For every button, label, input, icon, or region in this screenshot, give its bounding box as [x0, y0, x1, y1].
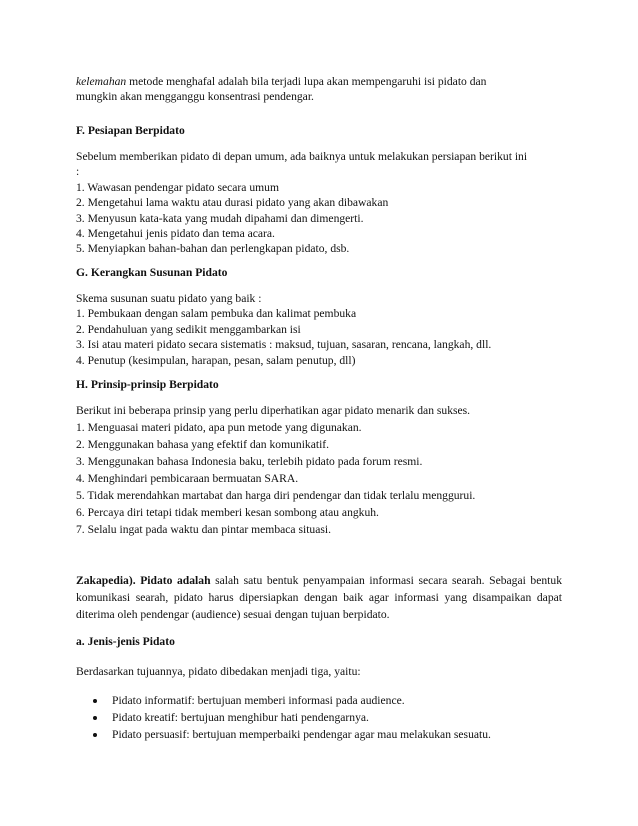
bullet-text: Pidato kreatif: bertujuan menghibur hati pendengarnya. [112, 711, 369, 725]
intro-paragraph [76, 74, 562, 105]
list-item: 4. Mengetahui jenis pidato dan tema acara. [76, 227, 275, 241]
bullet-text: Pidato informatif: bertujuan memberi informasi pada audience. [112, 694, 405, 707]
list-item: 1. Pembukaan dengan salam pembuka dan kalimat pembuka [76, 307, 357, 321]
list-item: 1. Wawasan pendengar pidato secara umum [76, 180, 279, 194]
list-item: 4. Menghindari pembicaraan bermuatan SARA. [76, 472, 299, 485]
list-item: 6. Percaya diri tetapi tidak memberi kesan sombong atau angkuh. [76, 506, 379, 519]
list-item: 3. Menggunakan bahasa Indonesia baku, terlebih pidato pada forum resmi. [76, 455, 423, 468]
bullet-dot-icon [93, 733, 97, 737]
section-a-heading: a. Jenis-jenis Pidato [76, 635, 175, 648]
list-item: 1. Menguasai materi pidato, apa pun metode yang digunakan. [76, 421, 362, 434]
section-h-heading: H. Prinsip-prinsip Berpidato [76, 378, 219, 391]
section-a-lead: Berdasarkan tujuannya, pidato dibedakan menjadi tiga, yaitu: [76, 665, 361, 678]
bullet-list [76, 692, 562, 744]
list-item: 5. Menyiapkan bahan-bahan dan perlengkapan pidato, dsb. [76, 242, 350, 256]
zakapedia-paragraph [76, 572, 562, 624]
list-item [76, 726, 562, 743]
section-h-body [76, 403, 562, 539]
bullet-text: Pidato persuasif: bertujuan memperbaiki pendengar agar mau melakukan sesuatu. [112, 728, 491, 742]
list-item [76, 709, 562, 726]
section-h-lead: Berikut ini beberapa prinsip yang perlu diperhatikan agar pidato menarik dan sukses. [76, 404, 471, 417]
intro-italic-word: kelemahan [76, 75, 127, 88]
list-item: 2. Pendahuluan yang sedikit menggambarkan isi [76, 322, 301, 336]
zakapedia-bold-lead: Zakapedia). Pidato adalah [76, 574, 211, 587]
list-item: 3. Menyusun kata-kata yang mudah dipahami dan dimengerti. [76, 211, 364, 225]
zakapedia-text: salah satu bentuk penyampaian informasi secara searah. Sebagai bentuk komunikasi searah, pidato harus dipersiapkan dengan baik agar informasi yang disampaikan dapat diterima oleh pendengar (audience) sesuai dengan tujuan berpidato. [76, 574, 562, 622]
section-f-lead-cont: : [76, 165, 80, 179]
section-f-heading: F. Pesiapan Berpidato [76, 124, 185, 137]
list-item: 7. Selalu ingat pada waktu dan pintar membaca situasi. [76, 523, 331, 536]
list-item [76, 692, 562, 709]
section-g-lead: Skema susunan suatu pidato yang baik : [76, 292, 262, 305]
section-f-lead: Sebelum memberikan pidato di depan umum, ada baiknya untuk melakukan persiapan berikut ini [76, 150, 528, 163]
list-item: 2. Mengetahui lama waktu atau durasi pidato yang akan dibawakan [76, 196, 389, 210]
section-f-body [76, 149, 562, 257]
intro-line-1 [76, 74, 562, 89]
list-item: 4. Penutup (kesimpulan, harapan, pesan, salam penutup, dll) [76, 353, 356, 367]
intro-line-1-text: metode menghafal adalah bila terjadi lupa akan mempengaruhi isi pidato dan [126, 75, 487, 88]
list-item: 5. Tidak merendahkan martabat dan harga diri pendengar dan tidak terlalu menggurui. [76, 489, 476, 502]
section-g-heading: G. Kerangkan Susunan Pidato [76, 266, 228, 279]
intro-line-2: mungkin akan mengganggu konsentrasi pendengar. [76, 90, 314, 104]
section-g-body [76, 291, 562, 368]
bullet-dot-icon [93, 699, 97, 703]
list-item: 3. Isi atau materi pidato secara sistematis : maksud, tujuan, sasaran, rencana, langkah, dll. [76, 338, 492, 352]
list-item: 2. Menggunakan bahasa yang efektif dan komunikatif. [76, 438, 330, 451]
bullet-dot-icon [93, 716, 97, 720]
